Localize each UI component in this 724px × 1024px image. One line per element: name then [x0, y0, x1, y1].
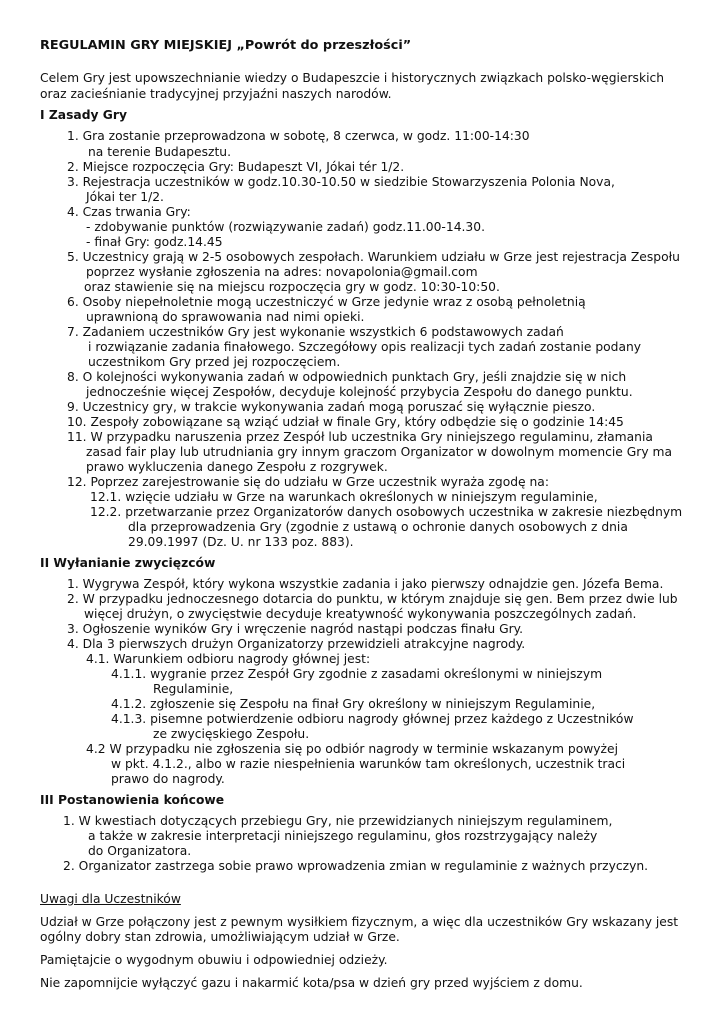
- list-item: jednocześnie więcej Zespołów, decyduje kolejność przybycia Zespołu do danego punktu.: [86, 385, 633, 399]
- list-item: dla przeprowadzenia Gry (zgodnie z ustawą o ochronie danych osobowych z dnia: [128, 520, 628, 534]
- notes-paragraph: Pamiętajcie o wygodnym obuwiu i odpowiedniej odzieży.: [40, 953, 388, 967]
- list-item: zasad fair play lub utrudniania gry innym graczom Organizator w dowolnym momencie Gry ma: [86, 445, 673, 459]
- list-item: 2. Organizator zastrzega sobie prawo wprowadzenia zmian w regulaminie z ważnych przyczyn.: [63, 859, 649, 873]
- list-item: 1. Gra zostanie przeprowadzona w sobotę, 8 czerwca, w godz. 11:00-14:30: [67, 129, 530, 143]
- list-item: 7. Zadaniem uczestników Gry jest wykonanie wszystkich 6 podstawowych zadań: [67, 325, 564, 339]
- list-item: w pkt. 4.1.2., albo w razie niespełnienia warunków tam określonych, uczestnik traci: [111, 757, 626, 771]
- list-item: prawo do nagrody.: [111, 772, 225, 786]
- list-item: 12. Poprzez zarejestrowanie się do udziału w Grze uczestnik wyraża zgodę na:: [67, 475, 549, 489]
- list-item: uprawnioną do sprawowania nad nimi opieki.: [86, 310, 365, 324]
- list-item: 6. Osoby niepełnoletnie mogą uczestniczyć w Grze jedynie wraz z osobą pełnoletnią: [67, 295, 586, 309]
- list-item: 9. Uczestnicy gry, w trakcie wykonywania zadań mogą poruszać się wyłącznie pieszo.: [67, 400, 596, 414]
- intro-line: Celem Gry jest upowszechnianie wiedzy o Budapeszcie i historycznych związkach polsko-węgierskich: [40, 71, 665, 85]
- list-item: Jókai ter 1/2.: [86, 190, 164, 204]
- list-item: 4.1.2. zgłoszenie się Zespołu na finał Gry określony w niniejszym Regulaminie,: [111, 697, 596, 711]
- list-item: - finał Gry: godz.14.45: [86, 235, 223, 249]
- list-item: 3. Ogłoszenie wyników Gry i wręczenie nagród nastąpi podczas finału Gry.: [67, 622, 524, 636]
- list-item: prawo wykluczenia danego Zespołu z rozgrywek.: [86, 460, 388, 474]
- list-item: Regulaminie,: [153, 682, 234, 696]
- list-item: 4.1.1. wygranie przez Zespół Gry zgodnie z zasadami określonymi w niniejszym: [111, 667, 603, 681]
- list-item: i rozwiązanie zadania finałowego. Szczegółowy opis realizacji tych zadań zostanie podany: [88, 340, 642, 354]
- list-item: 1. W kwestiach dotyczących przebiegu Gry, nie przewidzianych niniejszym regulaminem,: [63, 814, 613, 828]
- list-item: 12.2. przetwarzanie przez Organizatorów danych osobowych uczestnika w zakresie niezbędnym: [90, 505, 683, 519]
- list-item: 4. Czas trwania Gry:: [67, 205, 191, 219]
- list-item: 1. Wygrywa Zespół, który wykona wszystkie zadania i jako pierwszy odnajdzie gen. Józefa Bema.: [67, 577, 664, 591]
- section-heading-rules: I Zasady Gry: [40, 108, 127, 122]
- list-item: ze zwycięskiego Zespołu.: [153, 727, 310, 741]
- notes-heading: Uwagi dla Uczestników: [40, 892, 181, 906]
- section-heading-final: III Postanowienia końcowe: [40, 793, 225, 807]
- notes-paragraph: Udział w Grze połączony jest z pewnym wysiłkiem fizycznym, a więc dla uczestników Gry wskazany jest: [40, 915, 679, 929]
- list-item: 8. O kolejności wykonywania zadań w odpowiednich punktach Gry, jeśli znajdzie się w nich: [67, 370, 627, 384]
- list-item: 4.1. Warunkiem odbioru nagrody głównej jest:: [86, 652, 371, 666]
- list-item: 2. W przypadku jednoczesnego dotarcia do punktu, w którym znajduje się gen. Bem przez dwie lub: [67, 592, 678, 606]
- list-item: 4.1.3. pisemne potwierdzenie odbioru nagrody głównej przez każdego z Uczestników: [111, 712, 634, 726]
- list-item: 3. Rejestracja uczestników w godz.10.30-10.50 w siedzibie Stowarzyszenia Polonia Nova,: [67, 175, 615, 189]
- list-item: 12.1. wzięcie udziału w Grze na warunkach określonych w niniejszym regulaminie,: [90, 490, 598, 504]
- list-item: oraz stawienie się na miejscu rozpoczęcia gry w godz. 10:30-10:50.: [84, 280, 500, 294]
- list-item: 4.2 W przypadku nie zgłoszenia się po odbiór nagrody w terminie wskazanym powyżej: [86, 742, 618, 756]
- list-item: uczestnikom Gry przed jej rozpoczęciem.: [88, 355, 341, 369]
- list-item: 5. Uczestnicy grają w 2-5 osobowych zespołach. Warunkiem udziału w Grze jest rejestracja Zespołu: [67, 250, 680, 264]
- section-heading-winners: II Wyłanianie zwycięzców: [40, 556, 216, 570]
- list-item: więcej drużyn, o zwycięstwie decyduje kreatywność wykonywania poszczególnych zadań.: [84, 607, 637, 621]
- list-item: poprzez wysłanie zgłoszenia na adres: novapolonia@gmail.com: [86, 265, 478, 279]
- list-item: 2. Miejsce rozpoczęcia Gry: Budapeszt VI, Jókai tér 1/2.: [67, 160, 405, 174]
- list-item: na terenie Budapesztu.: [88, 145, 231, 159]
- intro-line: oraz zacieśnianie tradycyjnej przyjaźni naszych narodów.: [40, 87, 392, 101]
- list-item: 4. Dla 3 pierwszych drużyn Organizatorzy przewidzieli atrakcyjne nagrody.: [67, 637, 526, 651]
- list-item: 11. W przypadku naruszenia przez Zespół lub uczestnika Gry niniejszego regulaminu, złamania: [67, 430, 653, 444]
- list-item: do Organizatora.: [88, 844, 192, 858]
- notes-paragraph: Nie zapomnijcie wyłączyć gazu i nakarmić kota/psa w dzień gry przed wyjściem z domu.: [40, 976, 583, 990]
- document-title: REGULAMIN GRY MIEJSKIEJ „Powrót do przeszłości”: [40, 38, 412, 53]
- list-item: 10. Zespoły zobowiązane są wziąć udział w finale Gry, który odbędzie się o godzinie 14:45: [67, 415, 624, 429]
- list-item: - zdobywanie punktów (rozwiązywanie zadań) godz.11.00-14.30.: [86, 220, 485, 234]
- list-item: 29.09.1997 (Dz. U. nr 133 poz. 883).: [128, 535, 354, 549]
- notes-paragraph: ogólny dobry stan zdrowia, umożliwiającym udział w Grze.: [40, 930, 400, 944]
- list-item: a także w zakresie interpretacji niniejszego regulaminu, głos rozstrzygający należy: [88, 829, 598, 843]
